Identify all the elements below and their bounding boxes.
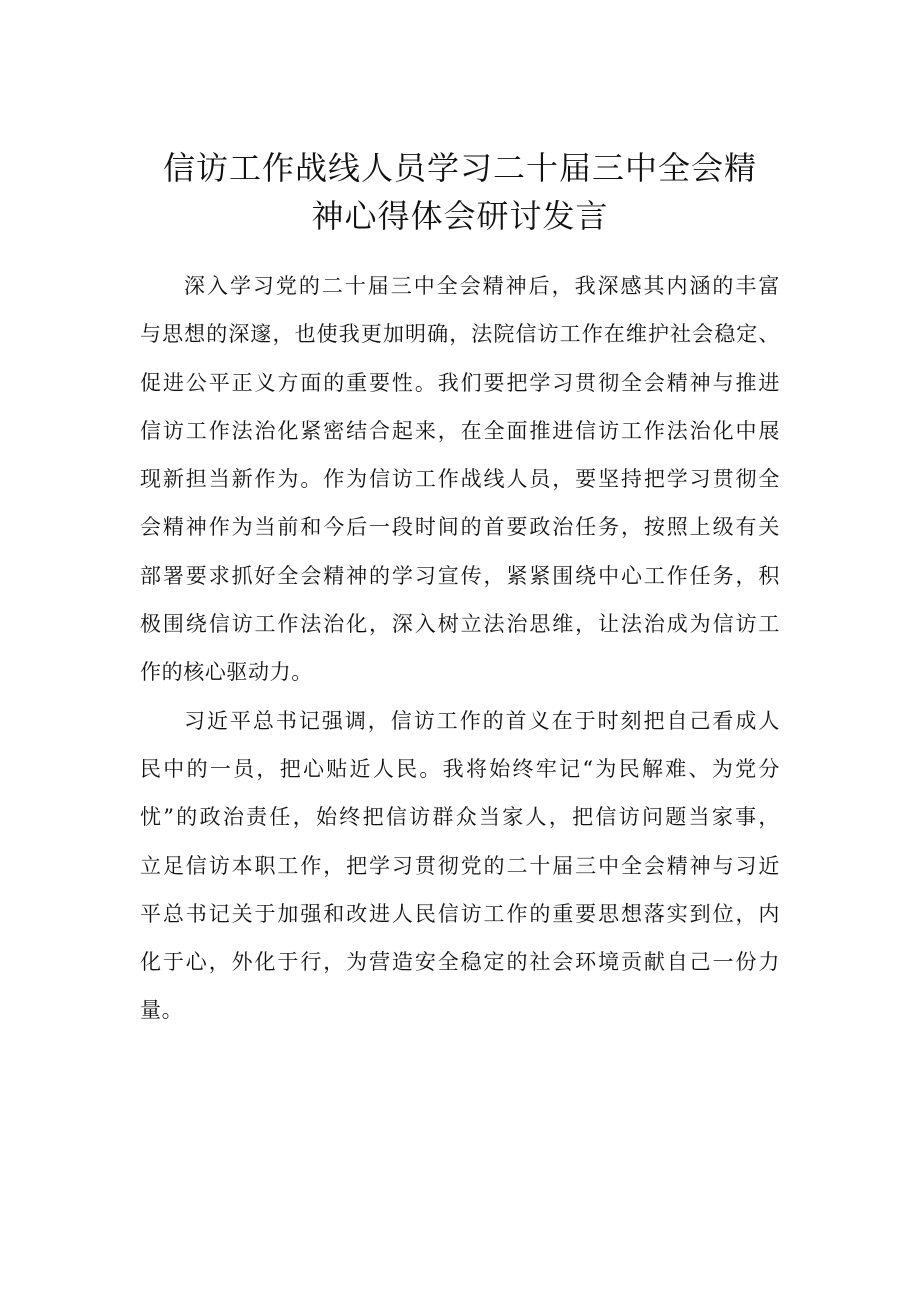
- paragraph-line: 极围绕信访工作法治化，深入树立法治思维，让法治成为信访工: [140, 612, 780, 637]
- paragraph-line: 作的核心驱动力。: [140, 660, 313, 685]
- paragraph-line: 民中的一员，把心贴近人民。我将始终牢记“为民解难、为党分: [140, 756, 780, 781]
- document-body: [140, 262, 780, 1035]
- paragraph-line: 化于心，外化于行，为营造安全稳定的社会环境贡献自己一份力: [140, 950, 780, 975]
- paragraph-line: 立足信访本职工作，把学习贯彻党的二十届三中全会精神与习近: [140, 853, 780, 878]
- paragraph-line: 促进公平正义方面的重要性。我们要把学习贯彻全会精神与推进: [140, 370, 780, 395]
- document-title: [140, 144, 780, 240]
- paragraph-line: 信访工作法治化紧密结合起来，在全面推进信访工作法治化中展: [140, 418, 780, 443]
- paragraph-line: 深入学习党的二十届三中全会精神后，我深感其内涵的丰富: [184, 274, 780, 298]
- paragraph-line: 会精神作为当前和今后一段时间的首要政治任务，按照上级有关: [140, 515, 780, 540]
- paragraph-line: 习近平总书记强调，信访工作的首义在于时刻把自己看成人: [184, 708, 780, 733]
- paragraph-line: 与思想的深邃，也使我更加明确，法院信访工作在维护社会稳定、: [140, 322, 780, 347]
- paragraph-2: [140, 697, 780, 1035]
- paragraph-line: 平总书记关于加强和改进人民信访工作的重要思想落实到位，内: [140, 901, 780, 926]
- paragraph-1: [140, 262, 780, 697]
- paragraph-line: 部署要求抓好全会精神的学习宣传，紧紧围绕中心工作任务，积: [140, 563, 780, 588]
- paragraph-line: 忧”的政治责任，始终把信访群众当家人，把信访问题当家事，: [140, 805, 780, 830]
- paragraph-line: 量。: [140, 998, 184, 1023]
- paragraph-line: 现新担当新作为。作为信访工作战线人员，要坚持把学习贯彻全: [140, 467, 780, 492]
- title-line-2: 神心得体会研讨发言: [311, 197, 609, 235]
- title-line-1: 信访工作战线人员学习二十届三中全会精: [162, 149, 757, 187]
